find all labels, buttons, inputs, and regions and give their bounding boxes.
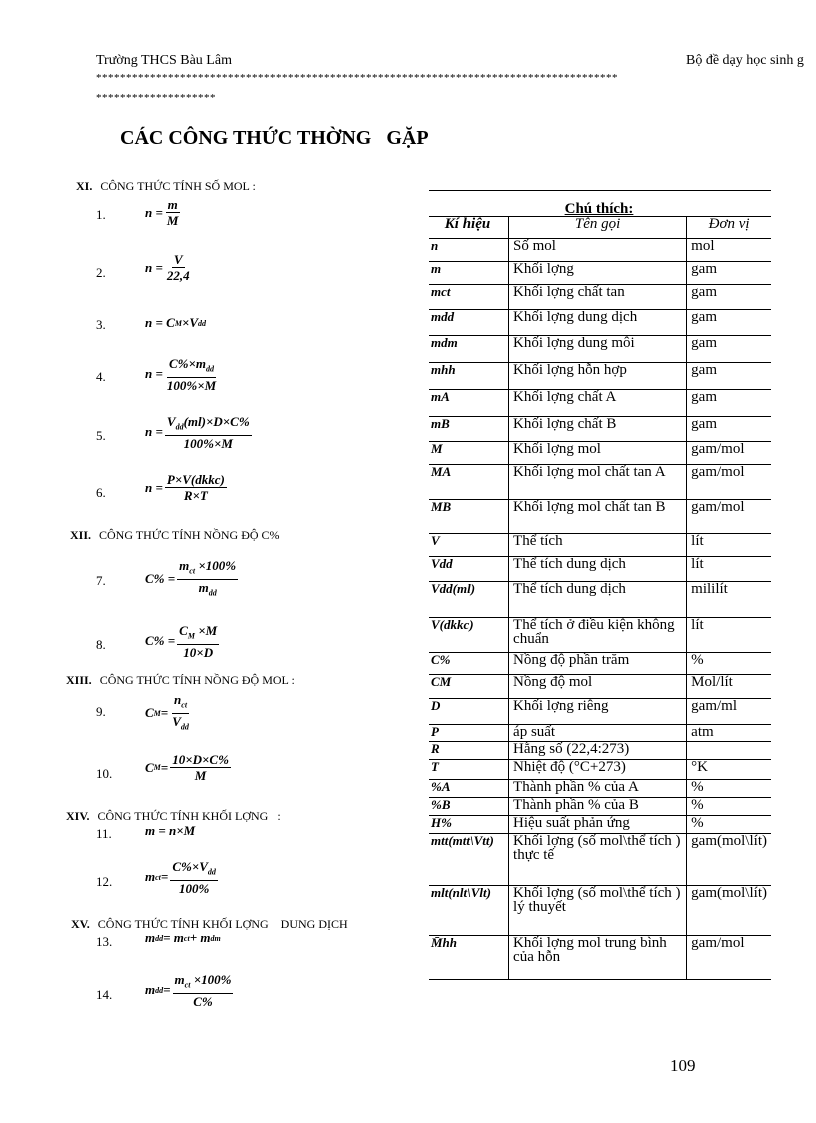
legend-name: Hiệu suất phản ứng (509, 815, 687, 833)
legend-symbol: mdd (429, 309, 509, 335)
legend-symbol: V(dkkc) (429, 617, 509, 652)
legend-symbol: Vdd(ml) (429, 581, 509, 617)
legend-name: Hằng số (22,4:273) (509, 741, 687, 759)
legend-row (429, 441, 771, 464)
formula-8-image: C% = $\frac{C_M \times M}{10\times D}$ (145, 623, 218, 660)
legend-header-symbol: Kí hiệu (429, 216, 509, 238)
header-stars-line1: *************************************************************************************** (96, 72, 618, 84)
legend-symbol: M̄hh (429, 935, 509, 979)
legend-name: Nồng độ mol (509, 674, 687, 698)
formula-1-image: n = $\frac{m}{M}$ (145, 197, 179, 228)
legend-row (429, 797, 771, 815)
legend-row (429, 674, 771, 698)
legend-symbol: mA (429, 389, 509, 416)
formula-2-image: n = $\frac{V}{22,4}$ (145, 252, 190, 283)
legend-unit: gam/mol (687, 441, 771, 464)
legend-unit: gam (687, 261, 771, 284)
legend-unit: gam (687, 335, 771, 362)
formula-number: 13. (96, 934, 113, 949)
formula-number: 8. (96, 637, 106, 652)
legend-name: Khối lợng mol chất tan A (509, 464, 687, 499)
formula-number: 7. (96, 573, 106, 588)
legend-unit: gam (687, 284, 771, 309)
legend-row (429, 759, 771, 779)
legend-name: Nồng độ phần trăm (509, 652, 687, 674)
legend-row (429, 885, 771, 935)
legend-unit: gam/mol (687, 464, 771, 499)
legend-unit: lít (687, 533, 771, 556)
legend-unit: gam(mol\lít) (687, 885, 771, 935)
legend-name: Khối lợng (số mol\thể tích ) thực tế (509, 833, 687, 885)
legend-name: Số mol (509, 238, 687, 261)
legend-symbol: D (429, 698, 509, 724)
formula-7-image: C% = $\frac{m_{ct} \times 100\%}{m_{dd}}$ (145, 558, 237, 598)
legend-symbol: m (429, 261, 509, 284)
legend-name: áp suất (509, 724, 687, 741)
legend-header-name: Tên gọi (509, 216, 687, 238)
legend-name: Khối lợng chất B (509, 416, 687, 441)
section-xv: XV. CÔNG THỨC TÍNH KHỐI LỢNG DUNG DỊCH (71, 917, 348, 931)
legend-header-unit: Đơn vị (687, 216, 771, 238)
legend-table (429, 191, 771, 980)
legend-name: Khối lợng riêng (509, 698, 687, 724)
legend-unit: gam (687, 416, 771, 441)
legend-name: Thành phần % của B (509, 797, 687, 815)
formula-number: 1. (96, 207, 106, 222)
formula-number: 9. (96, 704, 106, 719)
legend-symbol: T (429, 759, 509, 779)
formula-6-image: n = $\frac{\text{P×V(dkkc)}}{R\times T}$ (145, 472, 225, 503)
legend-row (429, 389, 771, 416)
legend-name: Khối lợng hỗn hợp (509, 362, 687, 389)
formula-4-image: n = $\frac{C\%\times m_{dd}}{100\%\times M}$ (145, 356, 217, 393)
header-school: Trường THCS Bàu Lâm (96, 53, 232, 68)
page-number: 109 (670, 1056, 696, 1075)
legend-row (429, 556, 771, 581)
formula-number: 5. (96, 428, 106, 443)
legend-name: Thể tích ở điều kiện không chuẩn (509, 617, 687, 652)
legend-unit: °K (687, 759, 771, 779)
legend-symbol: M (429, 441, 509, 464)
formula-5-image: n = $\frac{V_{dd}(ml)\times D\times C\%}{100\%\times M}$ (145, 414, 250, 451)
legend-symbol: mhh (429, 362, 509, 389)
legend-symbol: mlt(nlt\Vlt) (429, 885, 509, 935)
legend-unit: gam/mol (687, 499, 771, 533)
legend-row (429, 741, 771, 759)
formula-12-image: m ct = $\frac{C\%\times V_{dd}}{100\%}$ (145, 859, 216, 896)
legend-name: Khối lợng chất A (509, 389, 687, 416)
legend-name: Khối lợng mol chất tan B (509, 499, 687, 533)
legend-symbol: mct (429, 284, 509, 309)
formula-14-image: m dd = $\frac{m_{ct} \times 100\%}{C\%}$ (145, 972, 232, 1009)
legend-name: Khối lợng chất tan (509, 284, 687, 309)
formula-3-image: n = C M ×V dd (145, 315, 207, 330)
formula-number: 11. (96, 826, 112, 841)
formula-number: 4. (96, 369, 106, 384)
legend-row (429, 617, 771, 652)
legend-symbol: V (429, 533, 509, 556)
legend-name: Khối lợng (số mol\thể tích ) lý thuyết (509, 885, 687, 935)
legend-unit: % (687, 779, 771, 797)
legend-symbol: mdm (429, 335, 509, 362)
formula-number: 10. (96, 766, 113, 781)
legend-row (429, 533, 771, 556)
legend-symbol: P (429, 724, 509, 741)
page-title: CÁC CÔNG THỨC THỜNG GẶP (120, 127, 429, 149)
legend-row (429, 284, 771, 309)
legend-row (429, 935, 771, 979)
legend-symbol: CM (429, 674, 509, 698)
formula-9-image: C M = $\frac{n_{ct}}{V_{dd}}$ (145, 692, 189, 732)
legend-row (429, 815, 771, 833)
legend-unit: gam (687, 362, 771, 389)
header-book: Bộ đề dạy học sinh g (686, 53, 804, 68)
legend-row (429, 833, 771, 885)
legend-row (429, 238, 771, 261)
legend-symbol: %B (429, 797, 509, 815)
legend-row (429, 779, 771, 797)
legend-unit: % (687, 652, 771, 674)
legend-unit: lít (687, 617, 771, 652)
legend-name: Khối lợng mol (509, 441, 687, 464)
legend-name: Khối lợng dung dịch (509, 309, 687, 335)
formula-number: 12. (96, 874, 113, 889)
legend-unit: % (687, 797, 771, 815)
legend-name: Khối lợng (509, 261, 687, 284)
legend-name: Khối lợng dung môi (509, 335, 687, 362)
formula-10-image: C M = $\frac{10\times D\times C\%}{M}$ (145, 752, 229, 783)
legend-symbol: R (429, 741, 509, 759)
formula-number: 2. (96, 265, 106, 280)
section-xiii: XIII. CÔNG THỨC TÍNH NỒNG ĐỘ MOL : (66, 673, 295, 687)
legend-unit: Mol/lít (687, 674, 771, 698)
legend-name: Khối lợng mol trung bình của hỗn (509, 935, 687, 979)
legend-symbol: H% (429, 815, 509, 833)
legend-symbol: %A (429, 779, 509, 797)
header-stars-line2: ******************** (96, 92, 216, 104)
legend-row (429, 698, 771, 724)
section-xii: XII. CÔNG THỨC TÍNH NỒNG ĐỘ C% (70, 528, 280, 542)
formula-number: 3. (96, 317, 106, 332)
legend-name: Thể tích dung dịch (509, 556, 687, 581)
formula-11-image: m = n×M (145, 823, 196, 838)
legend-row (429, 416, 771, 441)
legend-row (429, 652, 771, 674)
legend-row (429, 335, 771, 362)
legend-name: Thành phần % của A (509, 779, 687, 797)
legend-row (429, 499, 771, 533)
legend-name: Thể tích (509, 533, 687, 556)
legend-row (429, 309, 771, 335)
legend-symbol: MB (429, 499, 509, 533)
legend-row (429, 362, 771, 389)
legend-symbol: n (429, 238, 509, 261)
legend-symbol: MA (429, 464, 509, 499)
legend-caption: Chú thích: (429, 191, 771, 216)
legend-unit: atm (687, 724, 771, 741)
legend-body (429, 238, 771, 979)
legend-unit: lít (687, 556, 771, 581)
section-xi: XI. CÔNG THỨC TÍNH SỐ MOL : (76, 179, 256, 193)
formula-number: 6. (96, 485, 106, 500)
legend-unit: % (687, 815, 771, 833)
legend-unit: gam/mol (687, 935, 771, 979)
legend-row (429, 464, 771, 499)
legend-symbol: C% (429, 652, 509, 674)
legend-unit: gam (687, 309, 771, 335)
legend-name: Nhiệt độ (°C+273) (509, 759, 687, 779)
legend-row (429, 581, 771, 617)
section-xiv: XIV. CÔNG THỨC TÍNH KHỐI LỢNG : (66, 809, 281, 823)
legend-unit: mol (687, 238, 771, 261)
legend-row (429, 261, 771, 284)
legend-unit (687, 741, 771, 759)
formula-13-image: m dd = m ct + m dm (145, 930, 221, 945)
legend-symbol: mtt(mtt\Vtt) (429, 833, 509, 885)
legend-symbol: mB (429, 416, 509, 441)
legend-symbol: Vdd (429, 556, 509, 581)
legend-name: Thể tích dung dịch (509, 581, 687, 617)
legend-unit: gam/ml (687, 698, 771, 724)
legend-unit: gam (687, 389, 771, 416)
legend-unit: gam(mol\lít) (687, 833, 771, 885)
legend-unit: mililít (687, 581, 771, 617)
formula-number: 14. (96, 987, 113, 1002)
legend-row (429, 724, 771, 741)
